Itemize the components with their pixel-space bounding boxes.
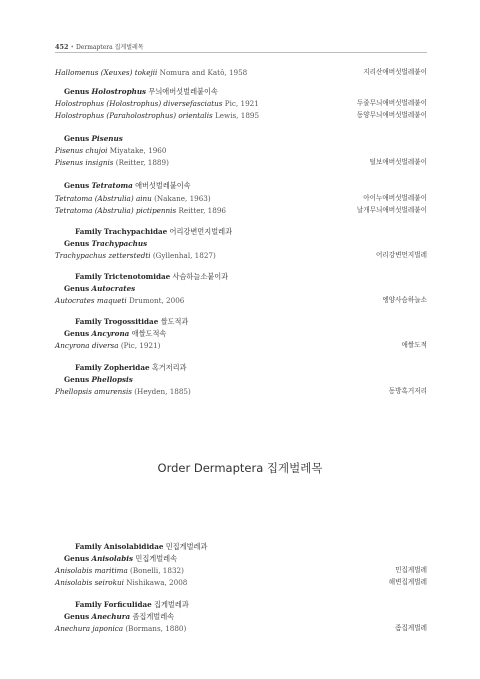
author-part: Nishikawa, 2008	[126, 578, 188, 587]
author-part: Reitter, 1896	[178, 206, 226, 215]
epithet-part: maqueti	[96, 296, 127, 305]
species-name	[55, 623, 186, 634]
header-title: Dermaptera 집게벌레목	[75, 44, 144, 51]
epithet-part: chujoi	[85, 146, 108, 155]
family-line	[55, 226, 427, 237]
korean-name: 두줄무늬애버섯벌레붙이	[356, 99, 427, 107]
family-name	[75, 316, 188, 327]
genus-line	[55, 238, 427, 249]
korean-name: 혹거저리과	[151, 363, 187, 372]
rank-prefix: Family	[75, 600, 102, 609]
korean-name: 해변집게벌레	[388, 578, 427, 586]
species-line	[55, 623, 427, 634]
epithet-part: zetterstedti	[108, 251, 151, 260]
epithet-part: pictipennis	[135, 206, 177, 215]
korean-name: 민집게벌레	[395, 566, 427, 574]
genus-part: Pisenus	[55, 158, 84, 167]
rank-prefix: Genus	[64, 612, 90, 621]
genus-line	[55, 86, 427, 97]
korean-name: 어리강변먼지벌레	[376, 251, 427, 259]
species-name	[55, 145, 166, 156]
subgenus-part: (Abstrulia)	[94, 206, 134, 215]
author-part: Drumont, 2006	[129, 296, 185, 305]
genus-part: Tetratoma	[55, 206, 93, 215]
species-line	[55, 295, 427, 306]
korean-name: 애쌀도적	[401, 341, 427, 349]
genus-name	[64, 374, 133, 385]
author-part: Lewis, 1895	[215, 111, 260, 120]
species-name	[55, 205, 226, 216]
family-name	[75, 362, 187, 373]
genus-part: Ancyrona	[55, 341, 90, 350]
taxon-name: Anisolabididae	[103, 542, 164, 551]
family-name	[75, 599, 189, 610]
species-name	[55, 295, 184, 306]
genus-part: Trachypachus	[55, 251, 107, 260]
genus-part: Tetratoma	[55, 194, 93, 203]
genus-name	[64, 611, 174, 622]
species-line	[55, 157, 427, 168]
rank-prefix: Family	[75, 317, 102, 326]
korean-name: 지리산애버섯벌레붙이	[363, 68, 427, 76]
author-part: (Heyden, 1885)	[134, 387, 191, 396]
genus-line	[55, 283, 427, 294]
epithet-part: insignis	[85, 158, 114, 167]
rank-prefix: Genus	[64, 181, 90, 190]
epithet-part: seirokui	[94, 578, 124, 587]
order-prefix: Order	[157, 461, 191, 475]
taxon-name: Anechura	[91, 612, 131, 621]
species-name	[55, 157, 169, 168]
genus-part: Anechura	[55, 624, 91, 633]
family-line	[55, 316, 427, 327]
header-separator: •	[70, 44, 75, 51]
author-part: (Gyllenhal, 1827)	[152, 251, 216, 260]
korean-name: 사슴하늘소붙이과	[172, 272, 229, 281]
species-name	[55, 67, 247, 78]
author-part: (Pic, 1921)	[120, 341, 161, 350]
genus-name	[64, 133, 123, 144]
taxon-name: Tetratoma	[91, 181, 133, 190]
species-line	[55, 565, 427, 576]
subgenus-part: (Abstrulia)	[94, 194, 134, 203]
rank-prefix: Genus	[64, 87, 90, 96]
genus-part: Holostrophus	[55, 99, 105, 108]
species-name	[55, 386, 191, 397]
epithet-part: japonica	[92, 624, 124, 633]
korean-name: 애버섯벌레붙이속	[135, 181, 191, 190]
korean-name: 어리강변먼지벌레과	[169, 227, 233, 236]
genus-part: Pisenus	[55, 146, 84, 155]
epithet-part: maritima	[94, 566, 128, 575]
korean-name: 동방혹거저리	[388, 387, 427, 395]
species-line	[55, 340, 427, 351]
genus-part: Autocrates	[55, 296, 95, 305]
author-part: Miyatake, 1960	[109, 146, 167, 155]
author-part: (Reitter, 1889)	[115, 158, 169, 167]
rank-prefix: Genus	[64, 554, 90, 563]
author-part: (Bonelli, 1832)	[130, 566, 184, 575]
species-line	[55, 145, 427, 156]
order-name: Dermaptera	[193, 461, 264, 475]
korean-name: 좀집게벌레	[395, 624, 427, 632]
taxon-name: Autocrates	[91, 284, 136, 293]
genus-part: Hallomenus	[55, 68, 99, 77]
taxon-name: Trogossitidae	[103, 317, 159, 326]
genus-part: Anisolabis	[55, 578, 93, 587]
epithet-part: diversa	[91, 341, 119, 350]
korean-name: 엥양사슴하늘소	[382, 296, 427, 304]
genus-name	[64, 86, 218, 97]
family-name	[75, 271, 228, 282]
family-name	[75, 226, 232, 237]
epithet-part: amurensis	[94, 387, 132, 396]
species-name	[55, 565, 184, 576]
species-line	[55, 250, 427, 261]
family-line	[55, 599, 427, 610]
author-part: Pic, 1921	[224, 99, 259, 108]
genus-line	[55, 133, 427, 144]
order-heading	[0, 460, 480, 476]
order-korean: 집게벌레목	[266, 461, 323, 475]
rank-prefix: Family	[75, 542, 102, 551]
subgenus-part: (Paraholostrophus)	[106, 111, 177, 120]
species-name	[55, 340, 160, 351]
taxon-name: Trachypachus	[91, 239, 148, 248]
rank-prefix: Family	[75, 227, 102, 236]
genus-name	[64, 238, 147, 249]
korean-name: 털보애버섯벌레붙이	[369, 158, 427, 166]
korean-name: 민집게벌레과	[165, 542, 208, 551]
korean-name: 날개무늬애버섯벌레붙이	[356, 206, 427, 214]
author-part: (Nakane, 1963)	[154, 194, 211, 203]
genus-line	[55, 553, 427, 564]
epithet-part: orientalis	[178, 111, 213, 120]
genus-name	[64, 283, 135, 294]
subgenus-part: (Xeuxes)	[100, 68, 133, 77]
taxon-name: Phellopsis	[91, 375, 133, 384]
running-header	[55, 42, 427, 51]
genus-line	[55, 611, 427, 622]
genus-name	[64, 328, 166, 339]
species-name	[55, 577, 187, 588]
author-part: (Bormans, 1880)	[125, 624, 187, 633]
genus-part: Holostrophus	[55, 111, 105, 120]
taxon-name: Ancyrona	[91, 329, 130, 338]
korean-name: 좀집게벌레속	[132, 612, 175, 621]
korean-name: 쌀도적과	[160, 317, 189, 326]
family-line	[55, 271, 427, 282]
species-line	[55, 67, 427, 78]
rank-prefix: Family	[75, 272, 102, 281]
korean-name: 애쌀도적속	[131, 329, 167, 338]
page-number: 452	[55, 43, 69, 51]
family-name	[75, 541, 207, 552]
rank-prefix: Genus	[64, 284, 90, 293]
species-name	[55, 250, 216, 261]
korean-name: 아이누애버섯벌레붙이	[363, 194, 427, 202]
species-name	[55, 193, 211, 204]
author-part: Nomura and Katô, 1958	[159, 68, 248, 77]
genus-name	[64, 553, 177, 564]
korean-name: 집게벌레과	[154, 600, 189, 609]
rank-prefix: Genus	[64, 375, 90, 384]
genus-part: Phellopsis	[55, 387, 92, 396]
korean-name: 동양무늬애버섯벌레붙이	[356, 111, 427, 119]
family-line	[55, 541, 427, 552]
genus-part: Anisolabis	[55, 566, 93, 575]
rank-prefix: Genus	[64, 329, 90, 338]
taxon-name: Zopheridae	[103, 363, 150, 372]
taxon-name: Holostrophus	[91, 87, 147, 96]
rank-prefix: Genus	[64, 239, 90, 248]
species-line	[55, 205, 427, 216]
epithet-part: ainu	[135, 194, 152, 203]
subgenus-part: (Holostrophus)	[106, 99, 162, 108]
species-line	[55, 577, 427, 588]
rank-prefix: Genus	[64, 134, 90, 143]
taxon-name: Trictenotomidae	[103, 272, 171, 281]
header-rule	[55, 52, 427, 53]
species-line	[55, 386, 427, 397]
species-name	[55, 110, 259, 121]
rank-prefix: Family	[75, 363, 102, 372]
taxon-name: Forficulidae	[103, 600, 152, 609]
genus-line	[55, 328, 427, 339]
epithet-part: diversefasciatus	[163, 99, 223, 108]
taxon-name: Pisenus	[91, 134, 123, 143]
korean-name: 민집게벌레속	[135, 554, 178, 563]
taxon-name: Trachypachidae	[103, 227, 168, 236]
epithet-part: tokejii	[134, 68, 158, 77]
korean-name: 무늬애버섯벌레붙이속	[148, 87, 218, 96]
species-line	[55, 98, 427, 109]
taxon-name: Anisolabis	[91, 554, 134, 563]
family-line	[55, 362, 427, 373]
genus-line	[55, 180, 427, 191]
genus-name	[64, 180, 191, 191]
species-name	[55, 98, 259, 109]
species-line	[55, 193, 427, 204]
species-line	[55, 110, 427, 121]
genus-line	[55, 374, 427, 385]
